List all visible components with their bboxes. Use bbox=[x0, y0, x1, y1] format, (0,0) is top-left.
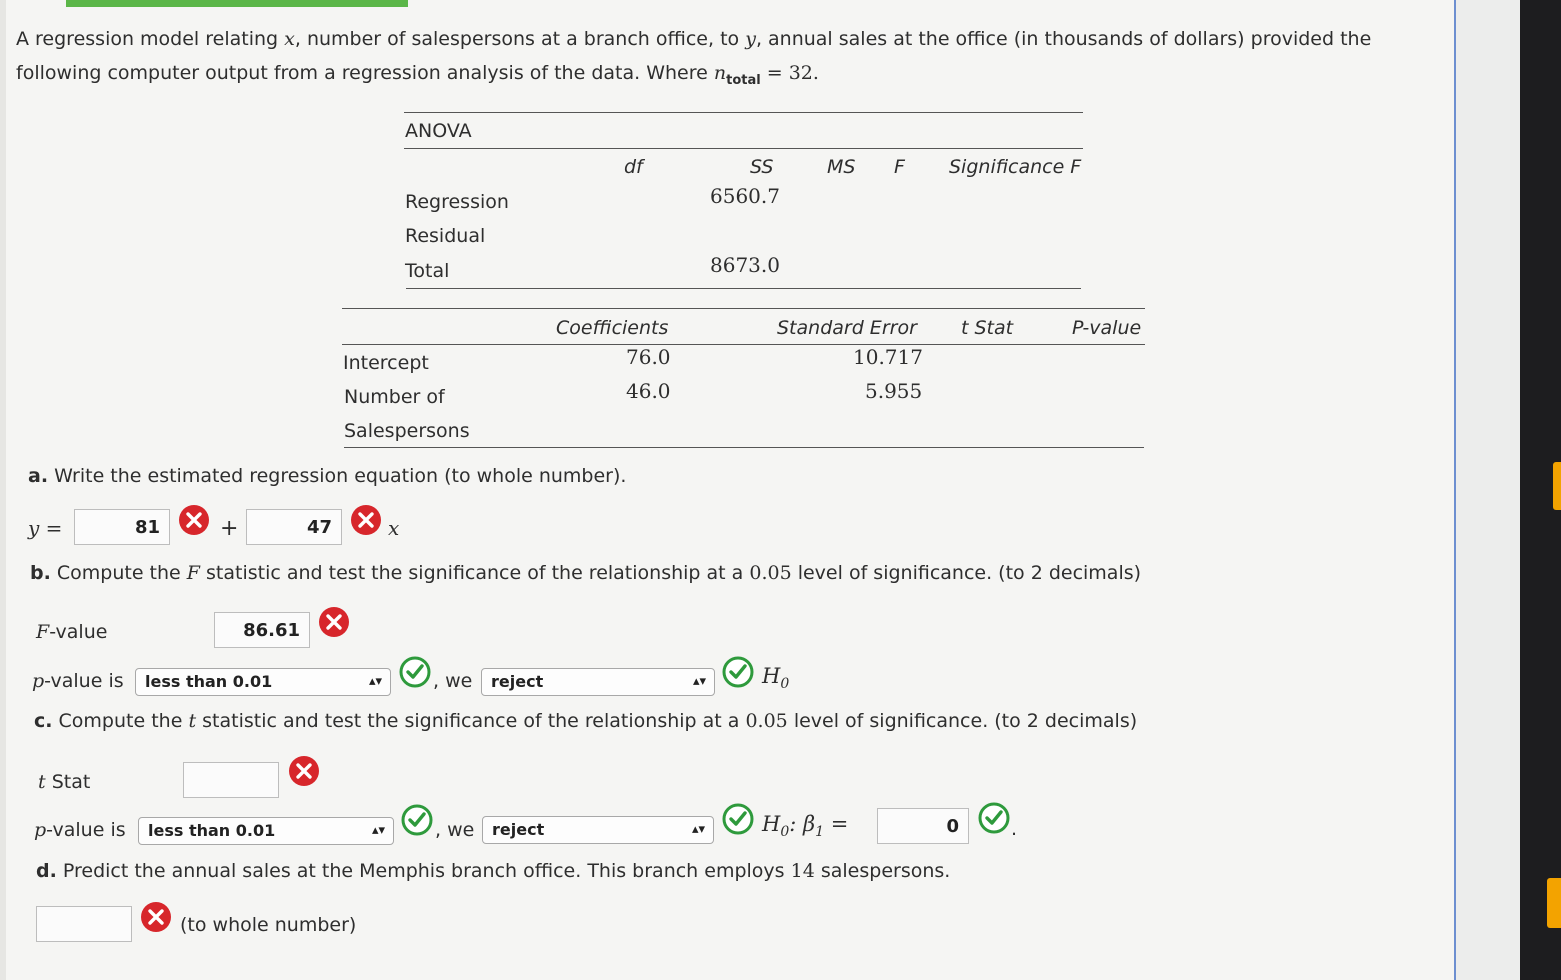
t-label-text: Stat bbox=[51, 771, 91, 793]
part-d-text: Predict the annual sales at the Memphis branch office. This branch employs bbox=[62, 860, 785, 882]
select-arrow-icon: ▴▾ bbox=[691, 822, 705, 837]
incorrect-icon bbox=[350, 504, 382, 536]
intercept-input[interactable]: 81 bbox=[74, 509, 170, 545]
part-c-prompt bbox=[34, 710, 1137, 732]
f-value-label bbox=[36, 621, 107, 643]
part-b-prompt bbox=[30, 562, 1141, 584]
question-page bbox=[6, 0, 1454, 980]
correct-icon bbox=[722, 656, 754, 688]
part-a-text: Write the estimated regression equation (to whole number). bbox=[54, 465, 627, 487]
coef-row-label: Number of bbox=[344, 386, 445, 408]
part-a-prompt bbox=[28, 465, 626, 487]
anova-header-ms: MS bbox=[827, 156, 856, 178]
coef-header-rule bbox=[342, 344, 1145, 345]
intro-text: A regression model relating bbox=[16, 28, 279, 50]
coef-header-tstat: t Stat bbox=[961, 317, 1014, 339]
correct-icon bbox=[978, 802, 1010, 834]
se-value: 5.955 bbox=[865, 379, 923, 403]
h-symbol: H bbox=[762, 664, 781, 688]
part-b-text: Compute the bbox=[56, 562, 181, 584]
coef-value: 76.0 bbox=[626, 345, 671, 369]
n-subscript: total bbox=[726, 72, 761, 88]
part-c-text: statistic and test the significance of the relationship at a bbox=[202, 710, 740, 732]
anova-header-sigf: Significance F bbox=[949, 156, 1082, 178]
null-hypothesis bbox=[762, 812, 848, 840]
y-equals-label: y = bbox=[28, 516, 63, 540]
incorrect-icon bbox=[178, 504, 210, 536]
p-value-label bbox=[32, 670, 124, 692]
p-value-select[interactable] bbox=[135, 668, 391, 696]
select-value: reject bbox=[492, 820, 545, 839]
screen-edge bbox=[1520, 0, 1561, 980]
select-value: less than 0.01 bbox=[148, 821, 276, 840]
slope-input[interactable]: 47 bbox=[246, 509, 342, 545]
incorrect-icon bbox=[140, 901, 172, 933]
t-stat-label bbox=[38, 771, 90, 793]
select-arrow-icon: ▴▾ bbox=[692, 674, 706, 689]
coef-value: 46.0 bbox=[626, 379, 671, 403]
p-value-label bbox=[34, 819, 126, 841]
var-y: y bbox=[745, 28, 756, 50]
plus-sign: + bbox=[220, 516, 239, 541]
period: . bbox=[1011, 818, 1018, 840]
h0-label bbox=[762, 664, 789, 692]
coef-bottom-rule bbox=[344, 447, 1144, 448]
beta-subscript: 1 bbox=[815, 824, 825, 841]
se-value: 10.717 bbox=[853, 345, 923, 369]
correct-icon bbox=[399, 656, 431, 688]
part-letter: d. bbox=[36, 860, 57, 882]
anova-header-rule bbox=[404, 148, 1083, 149]
salesperson-count: 14 bbox=[790, 860, 815, 882]
part-letter: c. bbox=[34, 710, 53, 732]
alpha-value: 0.05 bbox=[745, 710, 788, 732]
t-symbol: t bbox=[38, 771, 46, 793]
select-value: less than 0.01 bbox=[145, 672, 273, 691]
h-subscript: 0 bbox=[780, 676, 790, 693]
anova-header-f: F bbox=[894, 156, 905, 178]
prediction-input[interactable] bbox=[36, 906, 132, 942]
anova-row-label: Total bbox=[405, 260, 450, 282]
side-tab-icon[interactable] bbox=[1547, 878, 1561, 928]
var-x: x bbox=[284, 28, 295, 50]
part-d-text: salespersons. bbox=[820, 860, 951, 882]
prediction-hint: (to whole number) bbox=[180, 914, 357, 936]
f-value-input[interactable]: 86.61 bbox=[214, 612, 310, 648]
part-c-text: level of significance. (to 2 decimals) bbox=[793, 710, 1138, 732]
anova-row-label: Regression bbox=[405, 191, 509, 213]
p-symbol: p bbox=[34, 819, 47, 841]
beta-value-input[interactable]: 0 bbox=[877, 808, 969, 844]
var-n: n bbox=[713, 62, 727, 84]
anova-row-label: Residual bbox=[405, 225, 486, 247]
anova-bottom-rule bbox=[406, 288, 1081, 289]
decision-select[interactable] bbox=[482, 816, 714, 844]
correct-icon bbox=[401, 804, 433, 836]
side-tab-icon[interactable] bbox=[1553, 462, 1561, 510]
right-side-panel bbox=[1454, 0, 1522, 980]
t-stat-input[interactable] bbox=[183, 762, 279, 798]
part-letter: a. bbox=[28, 465, 49, 487]
coef-row-label: Salespersons bbox=[344, 420, 470, 442]
h-symbol: H bbox=[762, 812, 781, 836]
coef-header-coefficients: Coefficients bbox=[556, 317, 669, 339]
we-text: , we bbox=[435, 819, 475, 841]
part-b-text: statistic and test the significance of the relationship at a bbox=[206, 562, 744, 584]
part-b-text: level of significance. (to 2 decimals) bbox=[797, 562, 1142, 584]
intro-line-1 bbox=[16, 28, 1371, 50]
we-text: , we bbox=[433, 670, 473, 692]
p-value-select[interactable] bbox=[138, 817, 394, 845]
correct-icon bbox=[722, 803, 754, 835]
x-variable: x bbox=[388, 516, 400, 540]
h-subscript: 0 bbox=[780, 824, 790, 841]
anova-ss-value: 6560.7 bbox=[710, 184, 780, 208]
part-d-prompt bbox=[36, 860, 950, 882]
alpha-value: 0.05 bbox=[749, 562, 792, 584]
t-symbol: t bbox=[188, 710, 197, 732]
coef-header-se: Standard Error bbox=[777, 317, 917, 339]
f-symbol: F bbox=[36, 621, 50, 643]
select-value: reject bbox=[491, 672, 544, 691]
intro-text: , number of salespersons at a branch office, to bbox=[294, 28, 740, 50]
anova-header-df: df bbox=[624, 156, 643, 178]
select-arrow-icon: ▴▾ bbox=[368, 674, 382, 689]
beta-symbol: : β bbox=[789, 812, 816, 836]
p-label-text: -value is bbox=[46, 819, 126, 841]
incorrect-icon bbox=[318, 606, 350, 638]
intro-text: following computer output from a regression analysis of the data. Where bbox=[16, 62, 708, 84]
progress-bar bbox=[66, 0, 408, 7]
p-label-text: -value is bbox=[44, 670, 124, 692]
incorrect-icon bbox=[288, 755, 320, 787]
intro-line-2 bbox=[16, 62, 819, 88]
f-label-text: -value bbox=[49, 621, 108, 643]
anova-ss-value: 8673.0 bbox=[710, 253, 780, 277]
decision-select[interactable] bbox=[481, 668, 715, 696]
part-letter: b. bbox=[30, 562, 51, 584]
anova-title: ANOVA bbox=[405, 120, 472, 142]
intro-text: , annual sales at the office (in thousands of dollars) provided the bbox=[755, 28, 1372, 50]
anova-header-ss: SS bbox=[750, 156, 774, 178]
select-arrow-icon: ▴▾ bbox=[371, 823, 385, 838]
part-c-text: Compute the bbox=[58, 710, 183, 732]
coef-header-pvalue: P-value bbox=[1072, 317, 1142, 339]
coef-top-rule bbox=[342, 308, 1145, 309]
n-value: = 32. bbox=[766, 62, 819, 84]
anova-top-rule bbox=[404, 112, 1083, 113]
p-symbol: p bbox=[32, 670, 45, 692]
coef-row-label: Intercept bbox=[343, 352, 429, 374]
f-symbol: F bbox=[186, 562, 200, 584]
equals-sign: = bbox=[830, 812, 849, 836]
